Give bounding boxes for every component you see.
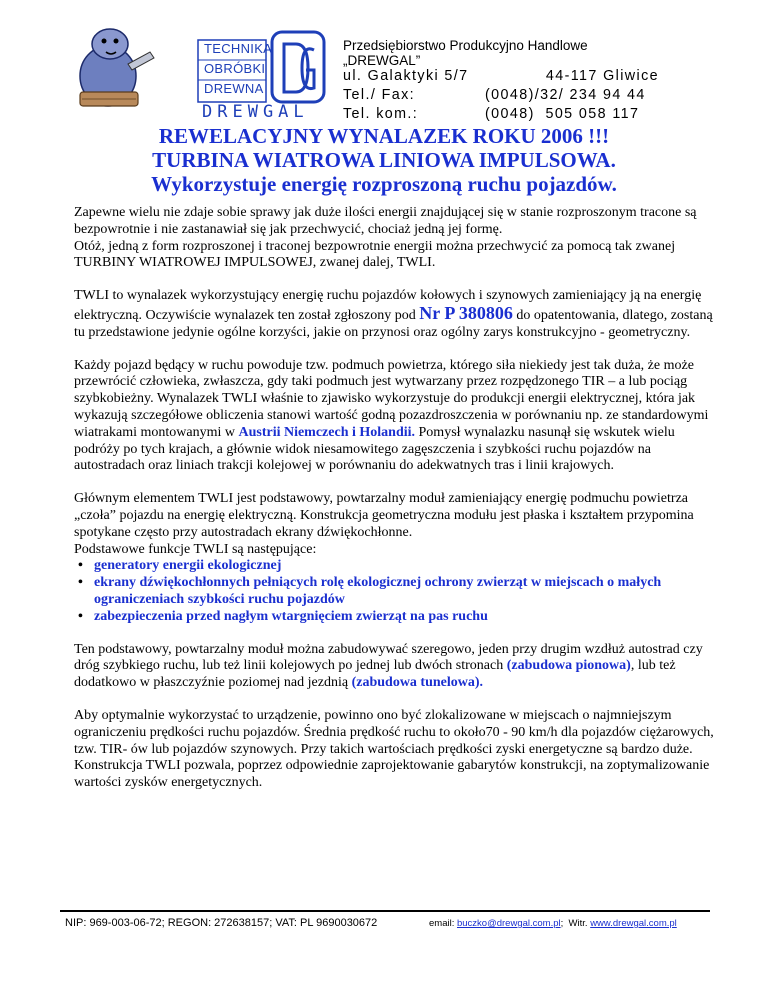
company-logo <box>70 14 335 122</box>
title-line-1: REWELACYJNY WYNALAZEK ROKU 2006 !!! <box>158 124 610 148</box>
website-link[interactable]: www.drewgal.com.pl <box>590 918 677 929</box>
install-text-middle: , lub też dodatkowo w płaszczyźnie poziomej nad jezdnią <box>74 658 676 691</box>
footer <box>65 917 705 929</box>
paragraph-installation <box>74 642 714 692</box>
paragraph-origin <box>74 358 714 476</box>
paragraph-patent <box>74 288 714 341</box>
footer-divider <box>60 910 710 912</box>
web-label: ; Witr. <box>560 918 591 929</box>
title-line-2: TURBINA WIATROWA LINIOWA IMPULSOWA. <box>152 148 616 172</box>
beaver-mascot-icon <box>70 14 335 114</box>
tunnel-highlight: (zabudowa tunelowa). <box>351 675 484 691</box>
install-text-before: Ten podstawowy, powtarzalny moduł można zabudowywać szeregowo, jeden przy drugim wzdłuż autostrad czy dróg szybkiego ruchu, lub też linii kolejowych po jednej lub dwóch stronach <box>74 641 703 674</box>
patent-text-after: do opatentowania, dlatego, zostaną tu przedstawione jedynie ogólne korzyści, jakie on przynosi oraz ogólny zarys konstrukcyjno - geometryczny. <box>74 307 713 340</box>
list-item: • generatory energii ekologicznej <box>74 558 714 575</box>
paragraph-intro <box>74 205 714 272</box>
logo-line-3: DREWNA <box>204 81 264 96</box>
title-line-3: Wykorzystuje energię rozproszoną ruchu pojazdów. <box>151 172 617 196</box>
patent-number: Nr P 380806 <box>419 302 513 323</box>
patent-text-before: TWLI to wynalazek wykorzystujący energię ruchu pojazdów kołowych i szynowych zamieniający ją na energię elektryczną. Oczywiście wynalazek ten został zgłoszony pod <box>74 288 702 323</box>
paragraph-functions <box>74 491 714 558</box>
phone-label: Tel./ Fax: <box>343 87 415 103</box>
document-body <box>74 205 714 808</box>
optimal-text: Aby optymalnie wykorzystać to urządzenie, powinno ono być zlokalizowane w miejscach o najmniejszym ograniczeniu prędkości ruchu pojazdów. Średnia prędkość ruchu to około70 - 90 km/h dla pojazdów ciężarowych, tzw. TIR- ów lub pojazdów szynowych. Przy takich wartościach prędkości zyski energetyczne są bardzo duże. Konstrukcja TWLI pozwala, poprzez odpowiednie zaprojektowanie gabarytów konstrukcji, na zoptymalizowanie wartości zysków energetycznych. <box>74 707 714 791</box>
origin-text-before: Każdy pojazd będący w ruchu powoduje tzw. podmuch powietrza, którego siła niekiedy jest tak duża, że może przewrócić człowieka, zwłaszcza, gdy taki podmuch jest wytwarzany przez rozpędzonego TIR – a lub pociąg szybkobieżny. Wynalazek TWLI właśnie to zjawisko wykorzystuje do produkcji energii elektrycznej, która jak wykazują szczegółowe obliczenia stanowi wartość godną pozazdroszczenia w porównaniu np. ze standardowymi wiatrakami montowanymi w <box>74 357 709 440</box>
vertical-highlight: (zabudowa pionowa) <box>506 658 631 674</box>
address-label: ul. Galaktyki 5/7 <box>343 68 469 84</box>
page-title <box>60 124 708 196</box>
address-row <box>343 68 659 87</box>
company-name: Przedsiębiorstwo Produkcyjno Handlowe „DREWGAL” <box>343 38 588 68</box>
phone-row <box>343 87 659 106</box>
address-value: 44-117 Gliwice <box>545 68 659 84</box>
logo-line-2: OBRÓBKI <box>204 61 266 76</box>
intro-text-2: Otóż, jedną z form rozproszonej i traconej bezpowrotnie energii można przechwycić za pomocą tak zwanej TURBINY WIATROWEJ IMPULSOWEJ, zwanej dalej, TWLI. <box>74 238 676 271</box>
origin-text-after: Pomysł wynalazku nasunął się wskutek wielu podróży po tych krajach, a głównie widok niesamowitego zagęszczenia i szybkości ruchu pojazdów na autostradach oraz liniach trakcji kolejowej w porównaniu do adekwatnych tras i linii krajowych. <box>74 424 675 474</box>
logo-brand: DREWGAL <box>202 102 309 122</box>
mobile-row <box>343 106 659 125</box>
list-item: • ekrany dźwiękochłonnych pełniących rolę ekologicznej ochrony zwierząt w miejscach o małych ograniczeniach szybkości ruchu pojazdów <box>74 575 714 609</box>
footer-contact <box>429 917 677 929</box>
email-link[interactable]: buczko@drewgal.com.pl <box>456 918 561 929</box>
phone-value: (0048)/32/ 234 94 44 <box>485 87 646 103</box>
intro-text: Zapewne wielu nie zdaje sobie sprawy jak duże ilości energii znajdującej się w stanie rozproszonym tracone są bezpowrotnie i nie zastanawiał się jak przechwycić, chociaż jedną jej formę. <box>74 205 697 237</box>
paragraph-optimal <box>74 708 714 792</box>
countries-highlight: Austrii Niemczech i Holandii. <box>238 424 416 440</box>
module-text: Głównym elementem TWLI jest podstawowy, powtarzalny moduł zamieniający energię podmuchu powietrza „czoła” pojazdu na energię elektryczną. Konstrukcja geometryczna modułu jest płaska i kształtem przypomina spotykane często przy autostradach ekrany dźwiękochłonne. <box>74 491 694 540</box>
mobile-label: Tel. kom.: <box>343 106 419 122</box>
registration-numbers: NIP: 969-003-06-72; REGON: 272638157; VAT: PL 9690030672 <box>65 917 378 929</box>
logo-line-1: TECHNIKA <box>204 41 273 56</box>
list-item: • zabezpieczenia przed nagłym wtargnięciem zwierząt na pas ruchu <box>74 609 714 626</box>
functions-list <box>74 558 714 625</box>
functions-intro: Podstawowe funkcje TWLI są następujące: <box>74 541 317 557</box>
mobile-value: (0048) 505 058 117 <box>485 106 640 122</box>
email-label: email: <box>429 918 457 929</box>
company-info <box>343 38 659 125</box>
